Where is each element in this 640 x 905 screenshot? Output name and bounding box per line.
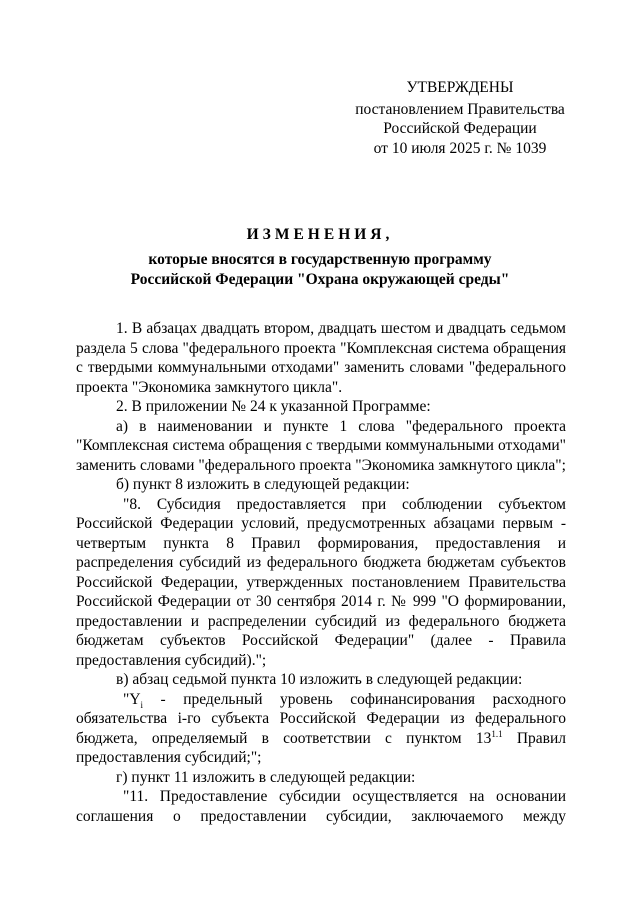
approval-line-government: Российской Федерации — [383, 120, 537, 137]
document-subtitle — [0, 250, 640, 289]
paragraph-7-superscript: 1.1 — [491, 728, 503, 739]
paragraph-2: 2. В приложении № 24 к указанной Программе: — [116, 398, 431, 415]
approval-line-decree: постановлением Правительства — [355, 100, 565, 118]
paragraph-6: в) абзац седьмой пункта 10 изложить в следующей редакции: — [116, 671, 523, 688]
paragraph-4: б) пункт 8 изложить в следующей редакции: — [116, 476, 410, 493]
subtitle-line-2: Российской Федерации "Охрана окружающей среды" — [130, 270, 510, 288]
paragraph-5: "8. Субсидия предоставляется при соблюдении субъектом Российской Федерации условий, предусмотренных абзацами первым - четвертым пункта 8 Правил формирования, предоставления и распределения субсидий из федерального бюджета бюджетам субъектов Российской Федерации, утвержденных постановлением Правительства Российской Федерации от 30 сентября 2014 г. № 999 "О формировании, предоставлении и распределении субсидий из федерального бюджета бюджетам субъектов Российской Федерации" (далее - Правила предоставления субсидий)."; — [76, 495, 566, 669]
paragraph-7-start: "Y — [123, 690, 141, 708]
subtitle-line-1: которые вносятся в государственную программу — [148, 251, 492, 268]
approval-heading: УТВЕРЖДЕНЫ — [406, 79, 514, 96]
paragraph-7-end: Правил предоставления субсидий;"; — [76, 729, 566, 766]
paragraph-8: г) пункт 11 изложить в следующей редакции: — [116, 768, 416, 786]
paragraph-1: 1. В абзацах двадцать втором, двадцать шестом и двадцать седьмом раздела 5 слова "федерального проекта "Комплексная система обращения с твердыми коммунальными отходами" заменить словами "федерального проекта "Экономика замкнутого цикла". — [76, 320, 566, 396]
approval-stamp — [320, 78, 600, 158]
document-title: ИЗМЕНЕНИЯ, — [246, 226, 394, 243]
approval-line-date: от 10 июля 2025 г. № 1039 — [373, 139, 547, 157]
paragraph-7-middle: - предельный уровень софинансирования расходного обязательства i-го субъекта Российской Федерации из федерального бюджета, определяемый в соответствии с пунктом 13 — [76, 690, 566, 747]
paragraph-9: "11. Предоставление субсидии осуществляется на основании соглашения о предоставлении субсидии, заключаемого между — [76, 788, 566, 825]
paragraph-7 — [76, 690, 566, 768]
document-body — [76, 319, 566, 826]
paragraph-7-subscript: i — [140, 699, 144, 710]
paragraph-3: а) в наименовании и пункте 1 слова "федерального проекта "Комплексная система обращения с твердыми коммунальными отходами" заменить словами "федерального проекта "Экономика замкнутого цикла"; — [76, 417, 566, 474]
